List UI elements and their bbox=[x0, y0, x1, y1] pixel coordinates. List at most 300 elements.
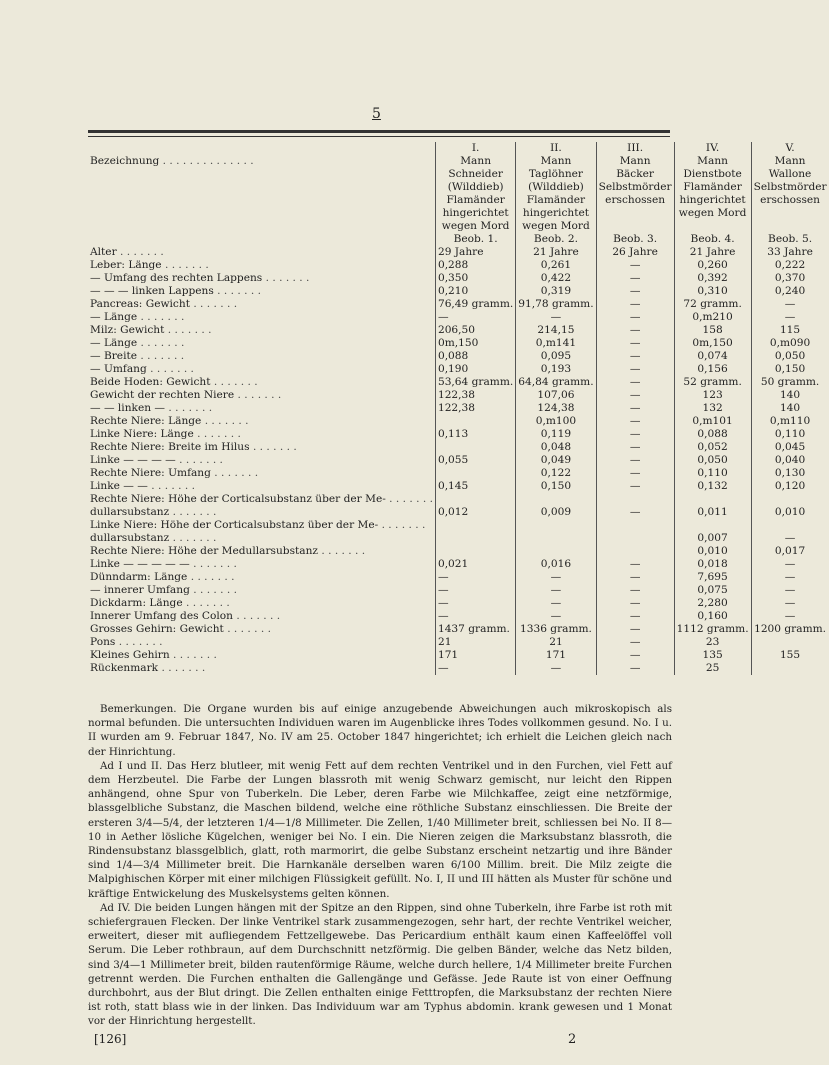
table-cell: — bbox=[596, 272, 674, 285]
row-label-text: — Umfang bbox=[90, 363, 147, 375]
table-cell bbox=[435, 532, 515, 545]
table-cell: 64,84 gramm. bbox=[516, 376, 596, 389]
table-cell: 0,261 bbox=[516, 259, 596, 272]
row-label-text: Dünndarm: Länge bbox=[90, 571, 188, 583]
row-label: Linke Niere: Länge . . . . . . . bbox=[88, 428, 435, 441]
table-cell: 21 bbox=[435, 636, 515, 649]
row-label: — innerer Umfang . . . . . . . bbox=[88, 584, 435, 597]
row-label-text: Gewicht der rechten Niere bbox=[90, 389, 235, 401]
table-cell: 0,110 bbox=[674, 467, 751, 480]
table-cell: 155 bbox=[751, 649, 829, 662]
table-cell: 0,m101 bbox=[674, 415, 751, 428]
table-row bbox=[88, 454, 829, 467]
table-cell: — bbox=[596, 623, 674, 636]
row-label: Pons . . . . . . . bbox=[88, 636, 435, 649]
table-row bbox=[88, 636, 829, 649]
measurement-table bbox=[88, 142, 829, 675]
table-cell: — bbox=[596, 285, 674, 298]
row-label-text: Dickdarm: Länge bbox=[90, 597, 183, 609]
table-cell: 2,280 bbox=[674, 597, 751, 610]
row-label-text: Rechte Niere: Länge bbox=[90, 415, 202, 427]
table-cell: 52 gramm. bbox=[674, 376, 751, 389]
table-cell: 0m,150 bbox=[674, 337, 751, 350]
table-row bbox=[88, 558, 829, 571]
table-cell: 1336 gramm. bbox=[516, 623, 596, 636]
row-label: Linke — — — — — . . . . . . . bbox=[88, 558, 435, 571]
table-cell: 122,38 bbox=[435, 402, 515, 415]
table-row bbox=[88, 506, 829, 519]
table-cell: — bbox=[751, 298, 829, 311]
table-cell bbox=[751, 493, 829, 506]
row-label: Milz: Gewicht . . . . . . . bbox=[88, 324, 435, 337]
table-row bbox=[88, 428, 829, 441]
table-row bbox=[88, 376, 829, 389]
header-cell: wegen Mord bbox=[516, 220, 596, 233]
footer-sheet-number: 2 bbox=[568, 1032, 577, 1047]
row-label: Gewicht der rechten Niere . . . . . . . bbox=[88, 389, 435, 402]
table-cell: 0,055 bbox=[435, 454, 515, 467]
table-cell: — bbox=[596, 480, 674, 493]
table-cell: — bbox=[516, 662, 596, 675]
table-cell: — bbox=[596, 363, 674, 376]
table-row bbox=[88, 493, 829, 506]
table-cell bbox=[516, 519, 596, 532]
table-cell: 0,156 bbox=[674, 363, 751, 376]
table-row bbox=[88, 649, 829, 662]
row-label-text: Rechte Niere: Breite im Hilus bbox=[90, 441, 250, 453]
row-label: — Breite . . . . . . . bbox=[88, 350, 435, 363]
header-cell: hingerichtet bbox=[674, 194, 751, 207]
table-cell: 29 Jahre bbox=[435, 246, 515, 259]
header-cell: erschossen bbox=[751, 194, 829, 207]
row-label: Leber: Länge . . . . . . . bbox=[88, 259, 435, 272]
header-label-blank bbox=[88, 194, 435, 207]
paragraph: Bemerkungen. Die Organe wurden bis auf einige anzugebende Abweichungen auch mikroskopisch als normal befunden. Die untersuchten Individuen waren im Augenblicke ihres Todes vollkommen gesund. No. I u. II wurden am 9. Februar 1847, No. IV am 25. October 1847 hingerichtet; ich erhielt die Leichen gleich nach der Hinrichtung. bbox=[88, 703, 672, 758]
row-label: Dünndarm: Länge . . . . . . . bbox=[88, 571, 435, 584]
table-cell: 171 bbox=[516, 649, 596, 662]
table-cell: — bbox=[516, 584, 596, 597]
table-cell bbox=[596, 532, 674, 545]
table-row bbox=[88, 584, 829, 597]
row-label-text: Kleines Gehirn bbox=[90, 649, 170, 661]
table-cell: 107,06 bbox=[516, 389, 596, 402]
row-label-text: — Umfang des rechten Lappens bbox=[90, 272, 263, 284]
header-label-blank bbox=[88, 168, 435, 181]
table-cell: 0,260 bbox=[674, 259, 751, 272]
table-row bbox=[88, 441, 829, 454]
row-label: Linke — — — — . . . . . . . bbox=[88, 454, 435, 467]
header-cell: wegen Mord bbox=[435, 220, 515, 233]
table-cell: 0,075 bbox=[674, 584, 751, 597]
table-cell: 1112 gramm. bbox=[674, 623, 751, 636]
table-cell: 33 Jahre bbox=[751, 246, 829, 259]
table-cell: 0,288 bbox=[435, 259, 515, 272]
table-cell: — bbox=[751, 532, 829, 545]
table-cell: — bbox=[435, 311, 515, 324]
row-label: Rechte Niere: Höhe der Medullarsubstanz . . . . . . . bbox=[88, 545, 435, 558]
table-cell: — bbox=[596, 389, 674, 402]
table-cell: 0,370 bbox=[751, 272, 829, 285]
header-cell: Flamänder bbox=[435, 194, 515, 207]
row-label: — Länge . . . . . . . bbox=[88, 311, 435, 324]
row-label: Rechte Niere: Höhe der Corticalsubstanz über der Me- . . . . . . . bbox=[88, 493, 435, 506]
table-cell: 0,150 bbox=[751, 363, 829, 376]
header-cell: wegen Mord bbox=[674, 207, 751, 220]
table-row bbox=[88, 610, 829, 623]
row-label-text: Rechte Niere: Höhe der Corticalsubstanz über der Me- bbox=[90, 493, 386, 505]
table-cell: 25 bbox=[674, 662, 751, 675]
header-blank bbox=[88, 142, 435, 155]
table-row bbox=[88, 545, 829, 558]
header-cell: Beob. 4. bbox=[674, 233, 751, 246]
header-cell: Dienstbote bbox=[674, 168, 751, 181]
table-cell: — bbox=[596, 311, 674, 324]
row-label: Rückenmark . . . . . . . bbox=[88, 662, 435, 675]
table-cell: — bbox=[516, 597, 596, 610]
table-cell: — bbox=[596, 610, 674, 623]
table-cell: — bbox=[596, 298, 674, 311]
footer-signature: [126] bbox=[94, 1032, 127, 1046]
table-cell: 0,145 bbox=[435, 480, 515, 493]
paragraph: Ad I und II. Das Herz blutleer, mit wenig Fett auf dem rechten Ventrikel und in den Furchen, viel Fett auf dem Herzbeutel. Die Farbe der Lungen blassroth mit wenig Schwarz gemischt, nur leicht den Rippen anhängend, ohne Spur von Tuberkeln. Die Leber, deren Farbe wie Milchkaffee, zeigt eine netzförmige, blassgelbliche Substanz, die Maschen bildend, welche eine röthliche Substanz einschliessen. Die Breite der ersteren 3/4—5/4, der letzteren 1/4—1/8 Millimeter. Die Zellen, 1/40 Millimeter breit, schliessen bei No. II 8—10 in Aether lösliche Kügelchen, weniger bei No. I ein. Die Nieren zeigen die Marksubstanz blassroth, die Rindensubstanz blassgelblich, glatt, roth marmorirt, die gelbe Substanz erscheint netzartig und ihre Bänder sind 1/4—3/4 Millimeter breit. Die Harnkanäle derselben waren 6/100 Millim. breit. Die Milz zeigte die Malpighischen Körper mit einer milchigen Flüssigkeit gefüllt. No. I, II und III hätten als Muster für schöne und kräftige Entwickelung des Muskelsystems gelten können. bbox=[88, 759, 672, 900]
table-cell bbox=[751, 662, 829, 675]
row-label-text: — Länge bbox=[90, 337, 138, 349]
header-cell: Schneider bbox=[435, 168, 515, 181]
table-row bbox=[88, 571, 829, 584]
table-row bbox=[88, 532, 829, 545]
table-row bbox=[88, 480, 829, 493]
table-cell: 0,009 bbox=[516, 506, 596, 519]
table-cell: — bbox=[751, 558, 829, 571]
header-cell bbox=[596, 220, 674, 233]
table-cell: — bbox=[596, 649, 674, 662]
table-cell: 0,048 bbox=[516, 441, 596, 454]
table-cell: 0,120 bbox=[751, 480, 829, 493]
column-header: I. bbox=[435, 142, 515, 155]
table-cell: 21 Jahre bbox=[674, 246, 751, 259]
row-label: Rechte Niere: Umfang . . . . . . . bbox=[88, 467, 435, 480]
table-cell: 91,78 gramm. bbox=[516, 298, 596, 311]
row-label: — — — linken Lappens . . . . . . . bbox=[88, 285, 435, 298]
table-cell: — bbox=[596, 350, 674, 363]
row-label-text: Pancreas: Gewicht bbox=[90, 298, 190, 310]
header-cell: Flamänder bbox=[516, 194, 596, 207]
row-label-text: Rückenmark bbox=[90, 662, 159, 674]
row-label: — Umfang des rechten Lappens . . . . . . . bbox=[88, 272, 435, 285]
table-cell: 0,018 bbox=[674, 558, 751, 571]
table-cell: 0,052 bbox=[674, 441, 751, 454]
table-cell: 21 Jahre bbox=[516, 246, 596, 259]
table-cell: — bbox=[751, 311, 829, 324]
table-row bbox=[88, 402, 829, 415]
table-cell bbox=[596, 493, 674, 506]
table-cell: 0,110 bbox=[751, 428, 829, 441]
row-label: dullarsubstanz . . . . . . . bbox=[88, 506, 435, 519]
table-cell: — bbox=[516, 311, 596, 324]
row-label-text: Leber: Länge bbox=[90, 259, 162, 271]
table-cell: 0,m210 bbox=[674, 311, 751, 324]
table-cell: 124,38 bbox=[516, 402, 596, 415]
table-row bbox=[88, 597, 829, 610]
header-cell: Mann bbox=[751, 155, 829, 168]
table-row bbox=[88, 272, 829, 285]
header-cell: Beob. 5. bbox=[751, 233, 829, 246]
table-cell: 1200 gramm. bbox=[751, 623, 829, 636]
header-cell: hingerichtet bbox=[516, 207, 596, 220]
table-cell: 0,074 bbox=[674, 350, 751, 363]
header-label-blank bbox=[88, 207, 435, 220]
table-cell bbox=[596, 545, 674, 558]
table-cell: 0,050 bbox=[674, 454, 751, 467]
table-cell: — bbox=[435, 610, 515, 623]
header-cell: Selbstmörder bbox=[751, 181, 829, 194]
table-cell bbox=[435, 493, 515, 506]
table-cell: 122,38 bbox=[435, 389, 515, 402]
row-label-text: Alter bbox=[90, 246, 117, 258]
row-label: dullarsubstanz . . . . . . . bbox=[88, 532, 435, 545]
table-cell: — bbox=[596, 324, 674, 337]
table-row bbox=[88, 246, 829, 259]
row-label: Beide Hoden: Gewicht . . . . . . . bbox=[88, 376, 435, 389]
table-cell: 0,010 bbox=[674, 545, 751, 558]
table-cell: 115 bbox=[751, 324, 829, 337]
row-label: Rechte Niere: Breite im Hilus . . . . . . . bbox=[88, 441, 435, 454]
table-cell: — bbox=[596, 402, 674, 415]
row-label-text: Linke — — — — — bbox=[90, 558, 190, 570]
row-label-text: — Länge bbox=[90, 311, 138, 323]
table-cell: 0,210 bbox=[435, 285, 515, 298]
table-cell: 132 bbox=[674, 402, 751, 415]
remarks-text bbox=[88, 702, 672, 1029]
table-cell: 0,050 bbox=[751, 350, 829, 363]
row-label: Linke — — . . . . . . . bbox=[88, 480, 435, 493]
table-cell bbox=[435, 415, 515, 428]
row-label-text: — — linken — bbox=[90, 402, 165, 414]
table-cell: — bbox=[596, 467, 674, 480]
table-cell: — bbox=[596, 259, 674, 272]
header-cell: erschossen bbox=[596, 194, 674, 207]
table-cell: — bbox=[435, 662, 515, 675]
table-cell: 0,193 bbox=[516, 363, 596, 376]
column-header: II. bbox=[516, 142, 596, 155]
table-cell: — bbox=[751, 597, 829, 610]
table-cell: — bbox=[751, 610, 829, 623]
header-cell: hingerichtet bbox=[435, 207, 515, 220]
table-cell bbox=[751, 636, 829, 649]
table-cell: 1437 gramm. bbox=[435, 623, 515, 636]
row-label: — Umfang . . . . . . . bbox=[88, 363, 435, 376]
header-label-text: Bezeichnung bbox=[90, 155, 160, 167]
table-cell: 0,088 bbox=[674, 428, 751, 441]
row-label-text: Rechte Niere: Höhe der Medullarsubstanz bbox=[90, 545, 318, 557]
table-cell: 72 gramm. bbox=[674, 298, 751, 311]
row-label: Dickdarm: Länge . . . . . . . bbox=[88, 597, 435, 610]
table-cell bbox=[435, 545, 515, 558]
table-cell: — bbox=[751, 571, 829, 584]
table-cell: — bbox=[596, 337, 674, 350]
table-cell: 123 bbox=[674, 389, 751, 402]
header-cell: (Wilddieb) bbox=[516, 181, 596, 194]
table-cell: 0,392 bbox=[674, 272, 751, 285]
row-label-text: Linke — — bbox=[90, 480, 148, 492]
table-row bbox=[88, 337, 829, 350]
table-row bbox=[88, 324, 829, 337]
header-cell bbox=[674, 220, 751, 233]
table-cell: 0,007 bbox=[674, 532, 751, 545]
table-row bbox=[88, 519, 829, 532]
table-row bbox=[88, 467, 829, 480]
table-cell bbox=[516, 493, 596, 506]
header-cell bbox=[751, 207, 829, 220]
header-cell bbox=[596, 207, 674, 220]
table-cell: 0,045 bbox=[751, 441, 829, 454]
top-rule-thin bbox=[88, 136, 670, 137]
table-cell: 0,350 bbox=[435, 272, 515, 285]
table-cell: 0,113 bbox=[435, 428, 515, 441]
table-cell: 0,310 bbox=[674, 285, 751, 298]
header-cell: Taglöhner bbox=[516, 168, 596, 181]
row-label-text: — innerer Umfang bbox=[90, 584, 190, 596]
table-cell bbox=[435, 467, 515, 480]
table-cell: 0,m110 bbox=[751, 415, 829, 428]
table-cell: — bbox=[435, 597, 515, 610]
table-cell: 171 bbox=[435, 649, 515, 662]
table-cell bbox=[674, 493, 751, 506]
header-cell: Selbstmörder bbox=[596, 181, 674, 194]
table-cell: 23 bbox=[674, 636, 751, 649]
table-cell: 140 bbox=[751, 389, 829, 402]
table-cell: 140 bbox=[751, 402, 829, 415]
table-cell: 53,64 gramm. bbox=[435, 376, 515, 389]
table-cell: 0,m100 bbox=[516, 415, 596, 428]
table-cell: 26 Jahre bbox=[596, 246, 674, 259]
table-cell: 0,021 bbox=[435, 558, 515, 571]
table-cell: 0,011 bbox=[674, 506, 751, 519]
row-label: Innerer Umfang des Colon . . . . . . . bbox=[88, 610, 435, 623]
row-label-text: dullarsubstanz bbox=[90, 506, 170, 518]
table-cell: 0,095 bbox=[516, 350, 596, 363]
table-cell: 0,049 bbox=[516, 454, 596, 467]
row-label: Alter . . . . . . . bbox=[88, 246, 435, 259]
row-label-text: — — — linken Lappens bbox=[90, 285, 214, 297]
table-cell: — bbox=[596, 428, 674, 441]
row-label-text: — Breite bbox=[90, 350, 137, 362]
table-cell: — bbox=[596, 506, 674, 519]
table-cell: 135 bbox=[674, 649, 751, 662]
table-cell: 7,695 bbox=[674, 571, 751, 584]
table-cell: 0,150 bbox=[516, 480, 596, 493]
table-row bbox=[88, 259, 829, 272]
table-cell bbox=[596, 519, 674, 532]
header-cell: Bäcker bbox=[596, 168, 674, 181]
table-row bbox=[88, 363, 829, 376]
header-cell: Flamänder bbox=[674, 181, 751, 194]
header-label-blank bbox=[88, 220, 435, 233]
row-label-text: Milz: Gewicht bbox=[90, 324, 165, 336]
table-cell: 0,016 bbox=[516, 558, 596, 571]
table-cell: 0,319 bbox=[516, 285, 596, 298]
header-cell: (Wilddieb) bbox=[435, 181, 515, 194]
table-cell: 0,088 bbox=[435, 350, 515, 363]
table-cell: — bbox=[435, 584, 515, 597]
table-cell: — bbox=[596, 415, 674, 428]
table-cell: — bbox=[596, 636, 674, 649]
header-label-blank bbox=[88, 181, 435, 194]
table-cell: — bbox=[596, 376, 674, 389]
table-row bbox=[88, 298, 829, 311]
header-cell: Mann bbox=[674, 155, 751, 168]
row-label-text: Linke Niere: Höhe der Corticalsubstanz über der Me- bbox=[90, 519, 379, 531]
row-label-text: Grosses Gehirn: Gewicht bbox=[90, 623, 224, 635]
table-cell: 21 bbox=[516, 636, 596, 649]
header-cell: Beob. 2. bbox=[516, 233, 596, 246]
table-cell: 76,49 gramm. bbox=[435, 298, 515, 311]
row-label: Grosses Gehirn: Gewicht . . . . . . . bbox=[88, 623, 435, 636]
table-cell bbox=[751, 519, 829, 532]
paragraph: Ad IV. Die beiden Lungen hängen mit der Spitze an den Rippen, sind ohne Tuberkeln, ihre Farbe ist roth mit schiefergrauen Flecken. Der linke Ventrikel stark zusammengezogen, sehr hart, der rechte Ventrikel weicher, erweitert, dieser mit aufliegendem Fettzellgewebe. Das Pericardium enthält kaum einen Kaffeelöffel voll Serum. Die Leber rothbraun, auf dem Durchschnitt netzförmig. Die gelben Bänder, welche das Netz bilden, sind 3/4—1 Millimeter breit, bilden rautenförmige Räume, welche durch hellere, 1/4 Millimeter breite Furchen getrennt werden. Die Furchen enthalten die Gallengänge und Gefässe. Jede Raute ist von einer Oeffnung durchbohrt, aus der Blut dringt. Die Zellen enthalten einige Fetttropfen, die Marksubstanz der rechten Niere ist roth, statt blass wie in der linken. Das Individuum war am Typhus abdomin. krank gewesen und 1 Monat vor der Hinrichtung hergestellt. bbox=[88, 901, 672, 1028]
header-cell: Mann bbox=[516, 155, 596, 168]
header-cell: Beob. 3. bbox=[596, 233, 674, 246]
table-cell: 0,012 bbox=[435, 506, 515, 519]
row-label-text: dullarsubstanz bbox=[90, 532, 170, 544]
table-row bbox=[88, 662, 829, 675]
table-cell: 0,240 bbox=[751, 285, 829, 298]
row-label: — — linken — . . . . . . . bbox=[88, 402, 435, 415]
table-cell: 158 bbox=[674, 324, 751, 337]
row-label: Pancreas: Gewicht . . . . . . . bbox=[88, 298, 435, 311]
table-cell: 0,m141 bbox=[516, 337, 596, 350]
header-cell bbox=[751, 220, 829, 233]
table-cell: 0,122 bbox=[516, 467, 596, 480]
row-label-text: Linke Niere: Länge bbox=[90, 428, 194, 440]
table-cell: 206,50 bbox=[435, 324, 515, 337]
column-header: IV. bbox=[674, 142, 751, 155]
table-row bbox=[88, 389, 829, 402]
header-cell: Wallone bbox=[751, 168, 829, 181]
row-label-text: Pons bbox=[90, 636, 116, 648]
header-label-blank bbox=[88, 233, 435, 246]
table-cell: 214,15 bbox=[516, 324, 596, 337]
table-cell: — bbox=[596, 558, 674, 571]
table-cell bbox=[435, 441, 515, 454]
row-label: Linke Niere: Höhe der Corticalsubstanz über der Me- . . . . . . . bbox=[88, 519, 435, 532]
table-cell: — bbox=[596, 454, 674, 467]
table-cell: 0,040 bbox=[751, 454, 829, 467]
table-row bbox=[88, 311, 829, 324]
row-label: Rechte Niere: Länge . . . . . . . bbox=[88, 415, 435, 428]
table-cell: 0,010 bbox=[751, 506, 829, 519]
table-cell: — bbox=[596, 584, 674, 597]
table-cell: 0,m090 bbox=[751, 337, 829, 350]
table-row bbox=[88, 350, 829, 363]
table-cell bbox=[435, 519, 515, 532]
header-label: Bezeichnung . . . . . . . . . . . . . . bbox=[88, 155, 435, 168]
table-cell: — bbox=[596, 662, 674, 675]
table-cell: — bbox=[596, 597, 674, 610]
header-cell: Mann bbox=[435, 155, 515, 168]
table-row bbox=[88, 415, 829, 428]
table-cell bbox=[516, 532, 596, 545]
column-header: III. bbox=[596, 142, 674, 155]
table-cell: — bbox=[596, 571, 674, 584]
table-cell: — bbox=[596, 441, 674, 454]
table-row bbox=[88, 623, 829, 636]
table-cell: 50 gramm. bbox=[751, 376, 829, 389]
table-cell: — bbox=[435, 571, 515, 584]
table-cell: 0,222 bbox=[751, 259, 829, 272]
table-cell: 0,190 bbox=[435, 363, 515, 376]
row-label: Kleines Gehirn . . . . . . . bbox=[88, 649, 435, 662]
